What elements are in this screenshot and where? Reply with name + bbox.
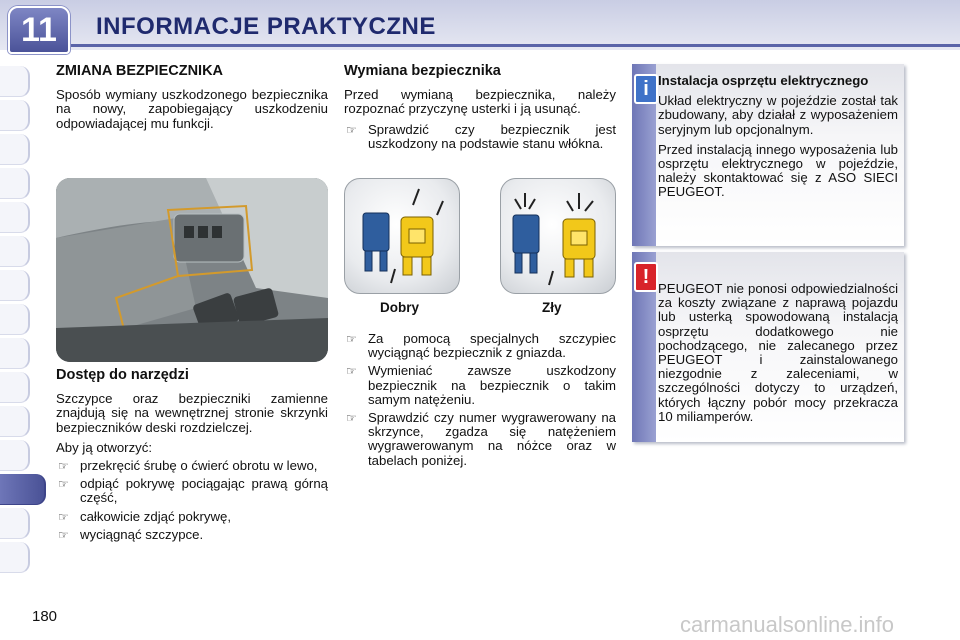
list-item: ☞ całkowicie zdjąć pokrywę, xyxy=(58,508,231,524)
yellow-fuse-icon xyxy=(401,217,433,275)
page-number: 180 xyxy=(32,608,58,625)
section-title-fuse-replace: Wymiana bezpiecznika xyxy=(344,63,501,79)
side-tab[interactable] xyxy=(0,100,30,131)
blue-fuse-icon xyxy=(363,213,389,271)
chapter-side-tabs xyxy=(0,66,30,576)
warning-box-content xyxy=(658,282,898,430)
fuse-box-location-photo xyxy=(56,178,328,362)
side-tab[interactable] xyxy=(0,168,30,199)
list-item: ☞ Sprawdzić czy bezpiecznik jest uszkodzony na podstawie stanu włókna. xyxy=(346,121,616,151)
warning-icon: ! xyxy=(634,262,658,292)
fuse-good-label: Dobry xyxy=(380,300,420,315)
side-tab[interactable] xyxy=(0,236,30,267)
list-item: ☞ Sprawdzić czy numer wygrawerowany na skrzynce, zgadza się natężeniem wygrawerowanym na nóżce oraz w tabelach poniżej. xyxy=(346,410,616,468)
list-item: ☞ Za pomocą specjalnych szczypiec wyciągnąć bezpiecznik z gniazda. xyxy=(346,331,616,361)
info-box-content xyxy=(658,74,898,206)
pointing-hand-icon: ☞ xyxy=(346,332,357,346)
pointing-hand-icon: ☞ xyxy=(58,477,69,492)
side-tab[interactable] xyxy=(0,406,30,437)
fuse-bad-label: Zły xyxy=(542,300,562,315)
fuse-good-illustration xyxy=(344,178,460,294)
replace-intro-text: Przed wymianą bezpiecznika, należy rozpoznać przyczynę usterki i ją usunąć. xyxy=(344,87,616,117)
open-steps-list xyxy=(56,459,328,542)
side-tab[interactable] xyxy=(0,542,30,573)
info-box-title: Instalacja osprzętu elektrycznego xyxy=(658,73,869,88)
list-item: ☞ wyciągnąć szczypce. xyxy=(58,526,204,542)
left-column-bottom xyxy=(56,368,328,546)
side-tab[interactable] xyxy=(0,440,30,471)
watermark: carmanualsonline.info xyxy=(680,612,895,637)
side-tab[interactable] xyxy=(0,66,30,97)
info-box-para: Układ elektryczny w pojeździe został tak zbudowany, aby działał z wyposażeniem seryjnym lub opcjonalnym. xyxy=(658,93,898,137)
header-rule xyxy=(56,44,960,47)
replace-steps-list xyxy=(344,332,616,468)
side-tab[interactable] xyxy=(0,338,30,369)
info-box xyxy=(632,64,904,246)
check-list xyxy=(344,123,616,151)
info-box-para: Przed instalacją innego wyposażenia lub osprzętu elektrycznego w pojeździe, należy skontaktować się z ASO SIECI PEUGEOT. xyxy=(658,141,898,200)
list-item: ☞ przekręcić śrubę o ćwierć obrotu w lewo, xyxy=(58,458,318,474)
fuse-bad-illustration xyxy=(500,178,616,294)
warning-box xyxy=(632,252,904,442)
section-intro-text: Sposób wymiany uszkodzonego bezpiecznika na nowy, zapobiegający uszkodzeniu odpowiadającej mu funkcji. xyxy=(56,87,328,131)
pointing-hand-icon: ☞ xyxy=(58,459,69,474)
side-tab[interactable] xyxy=(0,134,30,165)
pointing-hand-icon: ☞ xyxy=(346,122,357,137)
pointing-hand-icon: ☞ xyxy=(346,411,357,426)
side-tab[interactable] xyxy=(0,304,30,335)
pointing-hand-icon: ☞ xyxy=(58,509,69,524)
side-tab[interactable] xyxy=(0,270,30,301)
tools-access-text: Szczypce oraz bezpieczniki zamienne znajdują się na wewnętrznej stronie skrzynki bezpieczników deski rozdzielczej. xyxy=(56,391,328,435)
middle-column-top xyxy=(344,64,616,155)
section-title-tools-access: Dostęp do narzędzi xyxy=(56,367,189,383)
side-tab-active[interactable] xyxy=(0,474,46,505)
list-item: ☞ Wymieniać zawsze uszkodzony bezpiecznik na bezpiecznik o takim samym natężeniu. xyxy=(346,363,616,407)
middle-column-bottom xyxy=(344,332,616,472)
pointing-hand-icon: ☞ xyxy=(58,527,69,542)
yellow-fuse-icon xyxy=(563,219,595,277)
chapter-number-tab: 11 xyxy=(8,6,70,54)
side-tab[interactable] xyxy=(0,202,30,233)
section-title-fuse-change: ZMIANA BEZPIECZNIKA xyxy=(56,63,224,79)
how-to-open-text: Aby ją otworzyć: xyxy=(56,439,153,455)
pointing-hand-icon: ☞ xyxy=(346,364,357,379)
warning-text: PEUGEOT nie ponosi odpowiedzialności za koszty związane z naprawą pojazdu lub usterką spowodowaną instalacją osprzętu dodatkowego nie pochodzącego, nie zalecanego przez PEUGEOT i zainstalowanego niezgodnie z zaleceniami, w szczególności dotyczy to urządzeń, których łączny pobór mocy przekracza 10 miliamperów. xyxy=(658,281,898,424)
info-icon: i xyxy=(634,74,658,104)
blue-fuse-icon xyxy=(513,215,539,273)
left-column-top xyxy=(56,64,328,137)
side-tab[interactable] xyxy=(0,508,30,539)
chapter-title: INFORMACJE PRAKTYCZNE xyxy=(96,13,436,40)
list-item: ☞ odpiąć pokrywę pociągając prawą górną część, xyxy=(58,476,328,506)
side-tab[interactable] xyxy=(0,372,30,403)
